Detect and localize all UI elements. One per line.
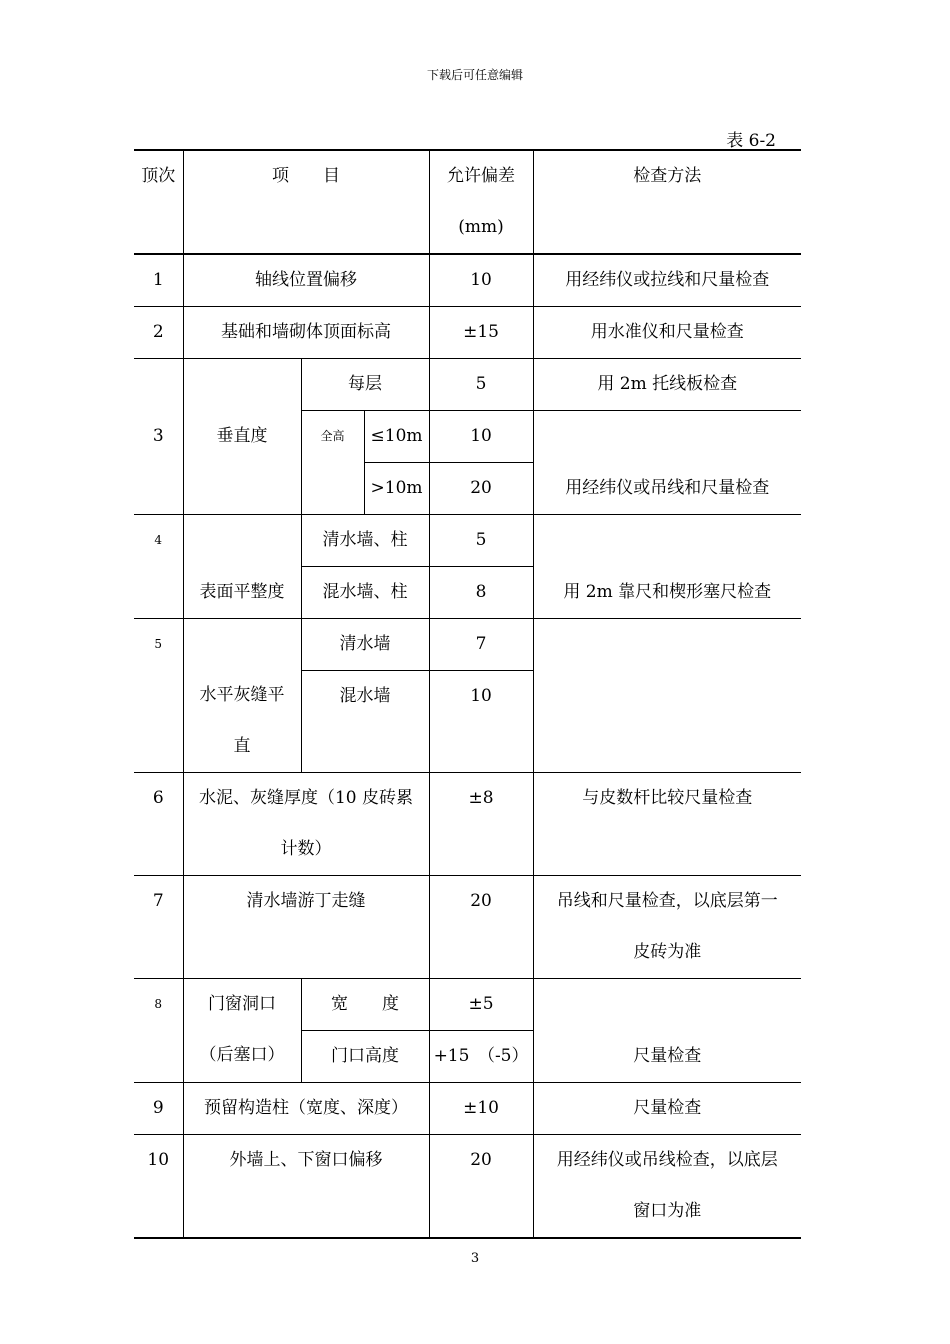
row-tolerance: 8 [429, 567, 533, 619]
row-subitem: 每层 [301, 359, 429, 411]
row-tolerance: 20 [429, 876, 533, 979]
row-tolerance: 5 [429, 515, 533, 567]
row-item: 外墙上、下窗口偏移 [183, 1135, 429, 1239]
row-method: 用经纬仪或吊线和尺量检查 [533, 411, 801, 515]
row-item: 清水墙游丁走缝 [183, 876, 429, 979]
row-tolerance: ±10 [429, 1083, 533, 1135]
row-method: 与皮数杆比较尺量检查 [533, 773, 801, 876]
row-item: 基础和墙砌体顶面标高 [183, 307, 429, 359]
row-method: 用经纬仪或拉线和尺量检查 [533, 254, 801, 307]
row-subitem: 宽 度 [301, 979, 429, 1031]
table-row [134, 876, 801, 979]
row-subitem: 混水墙 [301, 671, 429, 773]
table-row [134, 307, 801, 359]
table-row [134, 515, 801, 567]
row-tolerance: ±8 [429, 773, 533, 876]
row-no: 6 [134, 773, 183, 876]
row-method: 尺量检查 [533, 1083, 801, 1135]
table-row [134, 359, 801, 411]
row-item: 门窗洞口 （后塞口） [183, 979, 301, 1083]
table-row [134, 254, 801, 307]
header-method: 检查方法 [533, 150, 801, 254]
row-no: 1 [134, 254, 183, 307]
row-subitem: 门口高度 [301, 1031, 429, 1083]
row-subitem: 清水墙、柱 [301, 515, 429, 567]
header-item: 项 目 [183, 150, 429, 254]
row-tolerance: 20 [429, 1135, 533, 1239]
row-subitem: 混水墙、柱 [301, 567, 429, 619]
table-caption: 表 6-2 [726, 131, 776, 151]
row-tolerance: 10 [429, 411, 533, 463]
header-tolerance: 允许偏差 (mm) [429, 150, 533, 254]
tolerance-table [134, 149, 801, 1239]
table-row [134, 979, 801, 1031]
row-no: 2 [134, 307, 183, 359]
table-row [134, 1135, 801, 1239]
header-no: 顶次 [134, 150, 183, 254]
row-item: 轴线位置偏移 [183, 254, 429, 307]
row-no: 7 [134, 876, 183, 979]
row-no: 10 [134, 1135, 183, 1239]
row-no: 5 [134, 619, 183, 773]
row-tolerance: ±5 [429, 979, 533, 1031]
row-item: 垂直度 [183, 359, 301, 515]
row-no: 8 [134, 979, 183, 1083]
row-method: 尺量检查 [533, 979, 801, 1083]
row-method: 用 2m 托线板检查 [533, 359, 801, 411]
row-item: 预留构造柱（宽度、深度） [183, 1083, 429, 1135]
row-item: 表面平整度 [183, 515, 301, 619]
row-method: 用水准仪和尺量检查 [533, 307, 801, 359]
table-row [134, 1083, 801, 1135]
row-method: 用经纬仪或吊线检查，以底层 窗口为准 [533, 1135, 801, 1239]
table-header-row [134, 150, 801, 254]
row-tolerance: 7 [429, 619, 533, 671]
row-method: 吊线和尺量检查，以底层第一 皮砖为准 [533, 876, 801, 979]
row-tolerance: ±15 [429, 307, 533, 359]
table-row [134, 773, 801, 876]
header-note: 下载后可任意编辑 [426, 68, 523, 82]
row-no: 3 [134, 359, 183, 515]
row-tolerance: 20 [429, 463, 533, 515]
row-subitem: ≤10m [364, 411, 429, 463]
row-no: 9 [134, 1083, 183, 1135]
row-tolerance: +15 （-5） [429, 1031, 533, 1083]
row-item: 水平灰缝平 直 [183, 619, 301, 773]
page-number: 3 [470, 1251, 480, 1266]
row-subitem: >10m [364, 463, 429, 515]
row-no: 4 [134, 515, 183, 619]
row-tolerance: 5 [429, 359, 533, 411]
row-method [533, 619, 801, 773]
row-method: 用 2m 靠尺和楔形塞尺检查 [533, 515, 801, 619]
row-tolerance: 10 [429, 254, 533, 307]
table-row [134, 619, 801, 671]
row-item: 水泥、灰缝厚度（10 皮砖累 计数） [183, 773, 429, 876]
row-tolerance: 10 [429, 671, 533, 773]
row-subitem: 清水墙 [301, 619, 429, 671]
row-subitem: 全高 [301, 411, 364, 515]
